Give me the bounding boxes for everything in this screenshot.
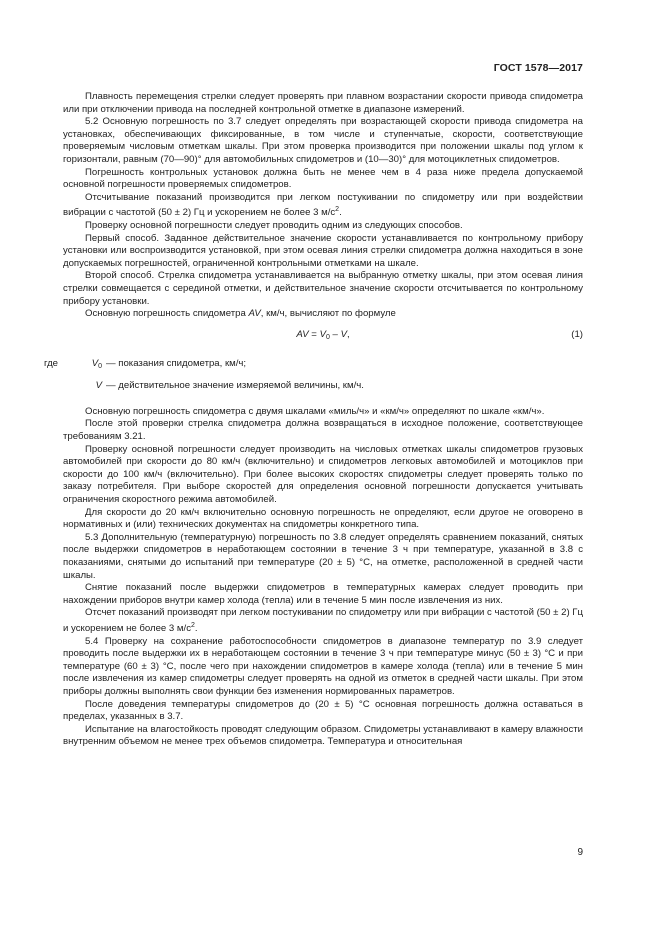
document-header: ГОСТ 1578—2017 [493,62,583,74]
paragraph: Плавность перемещения стрелки следует проверять при плавном возрастании скорости привода спидометра или при отключении привода на последней контрольной отметке в диапазоне измерений. [63,91,583,115]
formula-eq: = [308,328,320,340]
definition-symbol-letter: V [91,357,99,369]
definitions-list [44,358,583,396]
definition-symbol-subscript: 0 [98,362,102,370]
paragraph [63,607,583,635]
paragraph: Испытание на влагостойкость проводят следующим образом. Спидометры устанавливают в камеру влажности внутренним объемом не менее трех объемов спидометра. Температура и относительная [63,723,583,748]
paragraph: Для скорости до 20 км/ч включительно основную погрешность не определяют, если другое не оговорено в нормативных и (или) технических документах на спидометры конкретного типа. [63,506,583,531]
definition-row [44,380,583,396]
paragraph: 5.2 Основную погрешность по 3.7 следует определять при возрастающей скорости привода спидометра на установках, обеспечивающих фиксированные, в том числе и ступенчатые, скорости, соответствующие проверяемым числовым отметкам шкалы. При этом проверка производится при положении шкалы под углом к горизонтали, равным (70—90)° для автомобильных спидометров и (10—30)° для мотоциклетных спидометров. [63,116,583,165]
definition-symbol [74,358,106,374]
definition-symbol [74,380,106,396]
paragraph: Проверку основной погрешности следует производить на числовых отметках шкалы спидометров грузовых автомобилей при скорости до 80 км/ч (включительно) и спидометров легковых автомобилей и мотоциклов при скорости до 100 км/ч (включительно). При более высоких скоростях спидометры следует проверять только по заказу потребителя. При выборе скоростей для определения основной погрешности допускается учитывать ограничения скоростного режима автомобилей. [63,443,583,506]
definition-text: — показания спидометра, км/ч; [106,357,247,369]
formula-subscript: 0 [325,333,330,341]
definition-row [44,358,583,374]
formula-number: (1) [571,328,583,340]
paragraph [63,308,583,321]
definition-symbol-letter: V [95,380,102,392]
formula-expression [63,329,583,345]
formula-v: V [340,328,347,340]
definitions-lead: где [44,357,59,369]
paragraph: Второй способ. Стрелка спидометра устанавливается на выбранную отметку шкалы, при этом осевая линия стрелки совмещается с серединой отметки, и действительное значение скорости отсчитывается по контрольному прибору установки. [63,270,583,307]
formula-minus: – [329,328,341,340]
paragraph: 5.3 Дополнительную (температурную) погрешность по 3.8 следует определять сравнением показаний, снятых после выдержки спидометров в неработающем состоянии в течение 3 ч при температуре, указанной в 3.8 с показаниями, снятыми до испытаний при температуре (20 ± 5) °С, на отметке, расположенной в средней части шкалы. [63,531,583,581]
formula-lhs: AV [296,328,309,340]
formula-v0: V [319,328,326,340]
formula-symbol: AV [248,308,261,320]
paragraph: 5.4 Проверку на сохранение работоспособности спидометров в диапазоне температур по 3.9 следует проводить после выдержки их в неработающем состоянии в течение 3 ч при температуре минус (50 ± 3) °С и при температуре (60 ± 3) °С, после чего при нахождении спидометров в камере холода (тепла) или в течение 5 мин после извлечения из камер спидометры следует проверять на одной из отметок в средней части шкалы. При этом приборы должны выполнять свои функции без изменения нормированных параметров. [63,635,583,697]
document-body [44,91,583,749]
paragraph: Основную погрешность спидометра с двумя шкалами «миль/ч» и «км/ч» определяют по шкале «км/ч». [85,405,545,417]
paragraph: Погрешность контрольных установок должна быть не менее чем в 4 раза ниже предела допускаемой основной погрешности проверяемых спидометров. [63,166,583,191]
superscript: 2 [335,206,340,214]
paragraph-text: Отсчет показаний производят при легком постукивании по спидометру или при вибрации с частотой (50 ± 2) Гц и ускорением не более 3 м/с [63,607,583,634]
paragraph: После доведения температуры спидометров до (20 ± 5) °С основная погрешность должна оставаться в пределах, указанных в 3.7. [63,698,583,723]
paragraph: Снятие показаний после выдержки спидометров в температурных камерах следует проводить при нахождении приборов внутри камер холода (тепла) или в течение 5 мин после извлечения из них. [63,582,583,606]
paragraph: После этой проверки стрелка спидометра должна возвращаться в исходное положение, соответствующее требованиям 3.21. [63,418,583,443]
definition-text: — действительное значение измеряемой величины, км/ч. [106,380,364,392]
formula-block [63,321,583,351]
period: . [339,207,342,219]
paragraph: Первый способ. Заданное действительное значение скорости устанавливается по контрольному прибору установки или воспроизводится установкой, при этом осевая линия стрелки спидометра должна находиться в зоне допускаемых погрешностей, ограниченной контрольными отметками на шкале. [63,232,583,269]
page-number: 9 [577,847,583,858]
superscript: 2 [191,621,195,629]
formula-comma: , [346,328,350,340]
paragraph: Проверку основной погрешности следует проводить одним из следующих способов. [85,219,463,231]
paragraph [63,192,583,220]
paragraph-text: Отсчитывание показаний производится при легком постукивании по спидометру или при воздействии вибрации с частотой (50 ± 2) Гц и ускорением не более 3 м/с [63,191,583,219]
paragraph-text: Основную погрешность спидометра [85,308,246,320]
paragraph-text: , км/ч, вычисляют по формуле [260,308,396,320]
period: . [194,622,198,634]
